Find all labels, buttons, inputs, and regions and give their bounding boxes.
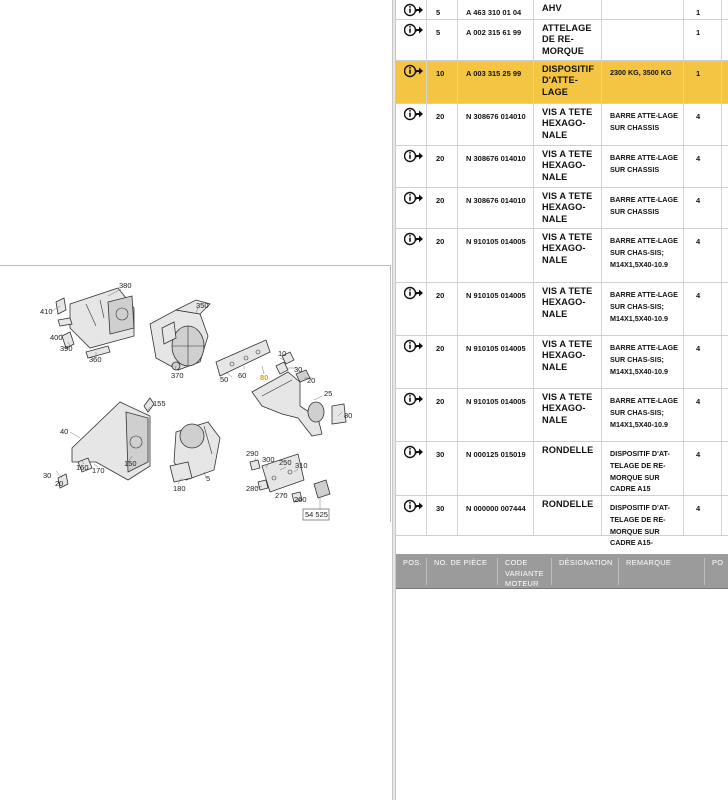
cell-part-number bbox=[458, 283, 534, 335]
cell-position bbox=[427, 229, 458, 282]
cell-quantity bbox=[684, 20, 722, 60]
table-row[interactable] bbox=[396, 496, 728, 548]
cell-designation bbox=[534, 61, 602, 103]
part-number[interactable]: A 002 315 61 99 bbox=[466, 28, 522, 37]
part-number[interactable]: N 308676 014010 bbox=[466, 112, 526, 121]
info-link-icon[interactable] bbox=[404, 107, 424, 121]
cell-info bbox=[396, 61, 427, 103]
info-link-icon[interactable] bbox=[404, 3, 424, 17]
cell-position bbox=[427, 20, 458, 60]
cell-quantity bbox=[684, 229, 722, 282]
table-row[interactable] bbox=[396, 229, 728, 283]
table-row[interactable] bbox=[396, 336, 728, 389]
callout-20[interactable]: 20 bbox=[307, 376, 316, 385]
cell-info bbox=[396, 442, 427, 495]
info-link-icon[interactable] bbox=[404, 392, 424, 406]
cell-part-number bbox=[458, 336, 534, 388]
cell-part-number bbox=[458, 188, 534, 228]
cell-info bbox=[396, 146, 427, 187]
cell-remark bbox=[602, 389, 684, 441]
remark-text: BARRE ATTE-LAGE SUR CHASSIS bbox=[610, 195, 678, 216]
callout-25[interactable]: 25 bbox=[324, 389, 333, 398]
cell-designation bbox=[534, 0, 602, 19]
cell-designation bbox=[534, 146, 602, 187]
callout-50[interactable]: 50 bbox=[220, 375, 229, 384]
cell-position bbox=[427, 104, 458, 145]
callout-380[interactable]: 380 bbox=[119, 281, 132, 290]
callout-250[interactable]: 250 bbox=[279, 458, 292, 467]
part-number[interactable]: N 910105 014005 bbox=[466, 237, 526, 246]
callout-80-highlight[interactable]: 80 bbox=[260, 373, 269, 382]
callout-370[interactable]: 370 bbox=[171, 371, 184, 380]
quantity-value: 4 bbox=[696, 196, 701, 205]
cell-info bbox=[396, 20, 427, 60]
coupling-head[interactable] bbox=[150, 300, 210, 370]
cell-info bbox=[396, 283, 427, 335]
position-value: 20 bbox=[436, 291, 445, 300]
cell-part-number bbox=[458, 146, 534, 187]
table-row[interactable] bbox=[396, 442, 728, 496]
mounting-plate[interactable] bbox=[216, 340, 294, 376]
ball-coupling[interactable] bbox=[170, 422, 220, 482]
cell-position bbox=[427, 0, 458, 19]
designation-text: VIS A TETE HEXAGO-NALE bbox=[542, 232, 593, 265]
quantity-value: 4 bbox=[696, 397, 701, 406]
cell-info bbox=[396, 336, 427, 388]
cell-quantity bbox=[684, 283, 722, 335]
callout-30[interactable]: 30 bbox=[294, 365, 303, 374]
callout-160[interactable]: 160 bbox=[76, 463, 89, 472]
position-value: 20 bbox=[436, 344, 445, 353]
info-link-icon[interactable] bbox=[404, 445, 424, 459]
part-number[interactable]: N 910105 014005 bbox=[466, 291, 526, 300]
part-number[interactable]: N 910105 014005 bbox=[466, 344, 526, 353]
designation-text: VIS A TETE HEXAGO-NALE bbox=[542, 339, 593, 372]
table-row[interactable] bbox=[396, 104, 728, 146]
callout-260[interactable]: 260 bbox=[294, 495, 307, 504]
cell-designation bbox=[534, 496, 602, 535]
part-number[interactable]: N 000125 015019 bbox=[466, 450, 526, 459]
table-row[interactable] bbox=[396, 146, 728, 188]
cell-designation bbox=[534, 389, 602, 441]
position-value: 5 bbox=[436, 28, 441, 37]
cell-remark bbox=[602, 283, 684, 335]
callout-170[interactable]: 170 bbox=[92, 466, 105, 475]
callout-360[interactable]: 360 bbox=[89, 355, 102, 364]
cell-designation bbox=[534, 104, 602, 145]
designation-text: RONDELLE bbox=[542, 499, 594, 509]
cell-position bbox=[427, 496, 458, 535]
cell-part-number bbox=[458, 104, 534, 145]
position-value: 30 bbox=[436, 450, 445, 459]
callout-5[interactable]: 5 bbox=[206, 474, 211, 483]
callout-390[interactable]: 390 bbox=[60, 344, 73, 353]
callout-20b[interactable]: 20 bbox=[55, 479, 64, 488]
cell-position bbox=[427, 389, 458, 441]
quantity-value: 4 bbox=[696, 154, 701, 163]
info-link-icon[interactable] bbox=[404, 232, 424, 246]
cell-part-number bbox=[458, 442, 534, 495]
cell-remark bbox=[602, 104, 684, 145]
remark-text: BARRE ATTE-LAGE SUR CHASSIS bbox=[610, 153, 678, 174]
designation-text: RONDELLE bbox=[542, 445, 594, 455]
cell-designation bbox=[534, 442, 602, 495]
cell-remark bbox=[602, 442, 684, 495]
quantity-value: 4 bbox=[696, 344, 701, 353]
cell-quantity bbox=[684, 104, 722, 145]
callout-30b[interactable]: 30 bbox=[43, 471, 52, 480]
callout-80[interactable]: 80 bbox=[344, 411, 353, 420]
cell-info bbox=[396, 229, 427, 282]
part-number[interactable]: N 000000 007444 bbox=[466, 504, 526, 513]
header-pos[interactable]: POS. bbox=[396, 558, 427, 585]
cell-quantity bbox=[684, 61, 722, 103]
cell-quantity bbox=[684, 0, 722, 19]
table-row-selected[interactable] bbox=[396, 61, 728, 104]
callout-155[interactable]: 155 bbox=[153, 399, 166, 408]
cell-part-number bbox=[458, 229, 534, 282]
position-value: 5 bbox=[436, 8, 441, 17]
quantity-value: 4 bbox=[696, 291, 701, 300]
position-value: 20 bbox=[436, 237, 445, 246]
cell-part-number bbox=[458, 20, 534, 60]
part-number[interactable]: N 308676 014010 bbox=[466, 154, 526, 163]
position-value: 20 bbox=[436, 196, 445, 205]
part-number[interactable]: A 003 315 25 99 bbox=[466, 69, 522, 78]
callout-270[interactable]: 270 bbox=[275, 491, 288, 500]
cell-info bbox=[396, 496, 427, 535]
header-part-no[interactable]: NO. DE PIÈCE bbox=[427, 558, 498, 585]
position-value: 10 bbox=[436, 69, 445, 78]
cell-remark bbox=[602, 188, 684, 228]
part-number[interactable]: N 910105 014005 bbox=[466, 397, 526, 406]
cell-remark bbox=[602, 336, 684, 388]
cell-position bbox=[427, 188, 458, 228]
quantity-value: 1 bbox=[696, 69, 701, 78]
cell-quantity bbox=[684, 336, 722, 388]
table-row[interactable] bbox=[396, 283, 728, 336]
cell-quantity bbox=[684, 146, 722, 187]
parts-table bbox=[396, 0, 728, 800]
table-row[interactable] bbox=[396, 389, 728, 442]
quantity-value: 4 bbox=[696, 450, 701, 459]
position-value: 20 bbox=[436, 397, 445, 406]
remark-text: BARRE ATTE-LAGE SUR CHAS-SIS; M14X1,5X40-10.9 bbox=[610, 290, 678, 323]
remark-text: 2300 KG, 3500 KG bbox=[610, 68, 672, 77]
cell-designation bbox=[534, 188, 602, 228]
cell-quantity bbox=[684, 188, 722, 228]
cell-position bbox=[427, 146, 458, 187]
cell-designation bbox=[534, 336, 602, 388]
cell-part-number bbox=[458, 0, 534, 19]
header-designation[interactable]: DÉSIGNATION bbox=[552, 558, 619, 585]
position-value: 20 bbox=[436, 112, 445, 121]
part-number[interactable]: A 463 310 01 04 bbox=[466, 8, 522, 17]
callout-280[interactable]: 280 bbox=[246, 484, 259, 493]
quantity-value: 4 bbox=[696, 237, 701, 246]
figure-label: 54 525 bbox=[305, 510, 328, 519]
remark-text: BARRE ATTE-LAGE SUR CHAS-SIS; M14X1,5X40-10.9 bbox=[610, 396, 678, 429]
remark-text: DISPOSITIF D'AT-TELAGE DE RE-MORQUE SUR CADRE A15 bbox=[610, 449, 670, 494]
designation-text: VIS A TETE HEXAGO-NALE bbox=[542, 286, 593, 319]
cell-part-number bbox=[458, 61, 534, 103]
remark-text: BARRE ATTE-LAGE SUR CHAS-SIS; M14X1,5X40-10.9 bbox=[610, 236, 678, 269]
cell-designation bbox=[534, 20, 602, 60]
info-link-icon[interactable] bbox=[404, 149, 424, 163]
cell-remark bbox=[602, 61, 684, 103]
cell-remark bbox=[602, 146, 684, 187]
callout-60[interactable]: 60 bbox=[238, 371, 247, 380]
header-variant[interactable]: CODE VARIANTE MOTEUR bbox=[498, 558, 552, 585]
designation-text: VIS A TETE HEXAGO-NALE bbox=[542, 191, 593, 224]
info-link-icon[interactable] bbox=[404, 499, 424, 513]
info-link-icon[interactable] bbox=[404, 286, 424, 300]
cell-info bbox=[396, 0, 427, 19]
bracket-lower-left[interactable] bbox=[58, 398, 154, 488]
designation-text: DISPOSITIF D'ATTE-LAGE bbox=[542, 64, 595, 97]
cell-part-number bbox=[458, 496, 534, 535]
part-number[interactable]: N 308676 014010 bbox=[466, 196, 526, 205]
cell-position bbox=[427, 61, 458, 103]
diagram-svg bbox=[0, 266, 391, 523]
cell-designation bbox=[534, 283, 602, 335]
callout-10[interactable]: 10 bbox=[278, 349, 287, 358]
remark-text: BARRE ATTE-LAGE SUR CHASSIS bbox=[610, 111, 678, 132]
callout-150[interactable]: 150 bbox=[124, 459, 137, 468]
table-header bbox=[396, 554, 728, 589]
callout-350[interactable]: 350 bbox=[196, 301, 209, 310]
cell-quantity bbox=[684, 389, 722, 441]
cell-remark bbox=[602, 20, 684, 60]
callout-290[interactable]: 290 bbox=[246, 449, 259, 458]
info-link-icon[interactable] bbox=[404, 191, 424, 205]
designation-text: VIS A TETE HEXAGO-NALE bbox=[542, 107, 593, 140]
callout-180[interactable]: 180 bbox=[173, 484, 186, 493]
cell-quantity bbox=[684, 442, 722, 495]
designation-text: VIS A TETE HEXAGO-NALE bbox=[542, 149, 593, 182]
cell-designation bbox=[534, 229, 602, 282]
callout-400[interactable]: 400 bbox=[50, 333, 63, 342]
exploded-diagram[interactable] bbox=[0, 265, 391, 522]
cell-quantity bbox=[684, 496, 722, 535]
quantity-value: 1 bbox=[696, 28, 701, 37]
designation-text: VIS A TETE HEXAGO-NALE bbox=[542, 392, 593, 425]
info-link-icon[interactable] bbox=[404, 339, 424, 353]
info-link-icon[interactable] bbox=[404, 23, 424, 37]
table-row[interactable] bbox=[396, 0, 728, 20]
callout-40[interactable]: 40 bbox=[60, 427, 69, 436]
header-extra[interactable]: PO bbox=[712, 558, 724, 567]
callout-300[interactable]: 300 bbox=[262, 455, 275, 464]
cell-position bbox=[427, 442, 458, 495]
quantity-value: 4 bbox=[696, 112, 701, 121]
designation-text: AHV bbox=[542, 3, 562, 13]
cell-info bbox=[396, 104, 427, 145]
cell-info bbox=[396, 188, 427, 228]
position-value: 30 bbox=[436, 504, 445, 513]
cell-info bbox=[396, 389, 427, 441]
cell-remark bbox=[602, 229, 684, 282]
cell-remark bbox=[602, 496, 684, 548]
remark-text: DISPOSITIF D'AT-TELAGE DE RE-MORQUE SUR CADRE A15- bbox=[610, 503, 670, 548]
cell-part-number bbox=[458, 389, 534, 441]
cell-remark bbox=[602, 0, 684, 19]
callout-410[interactable]: 410 bbox=[40, 307, 53, 316]
table-row[interactable] bbox=[396, 20, 728, 61]
header-remark[interactable]: REMARQUE bbox=[619, 558, 705, 585]
cell-position bbox=[427, 283, 458, 335]
designation-text: ATTELAGE DE RE-MORQUE bbox=[542, 23, 592, 56]
quantity-value: 4 bbox=[696, 504, 701, 513]
position-value: 20 bbox=[436, 154, 445, 163]
remark-text: BARRE ATTE-LAGE SUR CHAS-SIS; M14X1,5X40-10.9 bbox=[610, 343, 678, 376]
info-link-icon[interactable] bbox=[404, 64, 424, 78]
cell-position bbox=[427, 336, 458, 388]
table-row[interactable] bbox=[396, 188, 728, 229]
callout-310[interactable]: 310 bbox=[295, 461, 308, 470]
quantity-value: 1 bbox=[696, 8, 701, 17]
